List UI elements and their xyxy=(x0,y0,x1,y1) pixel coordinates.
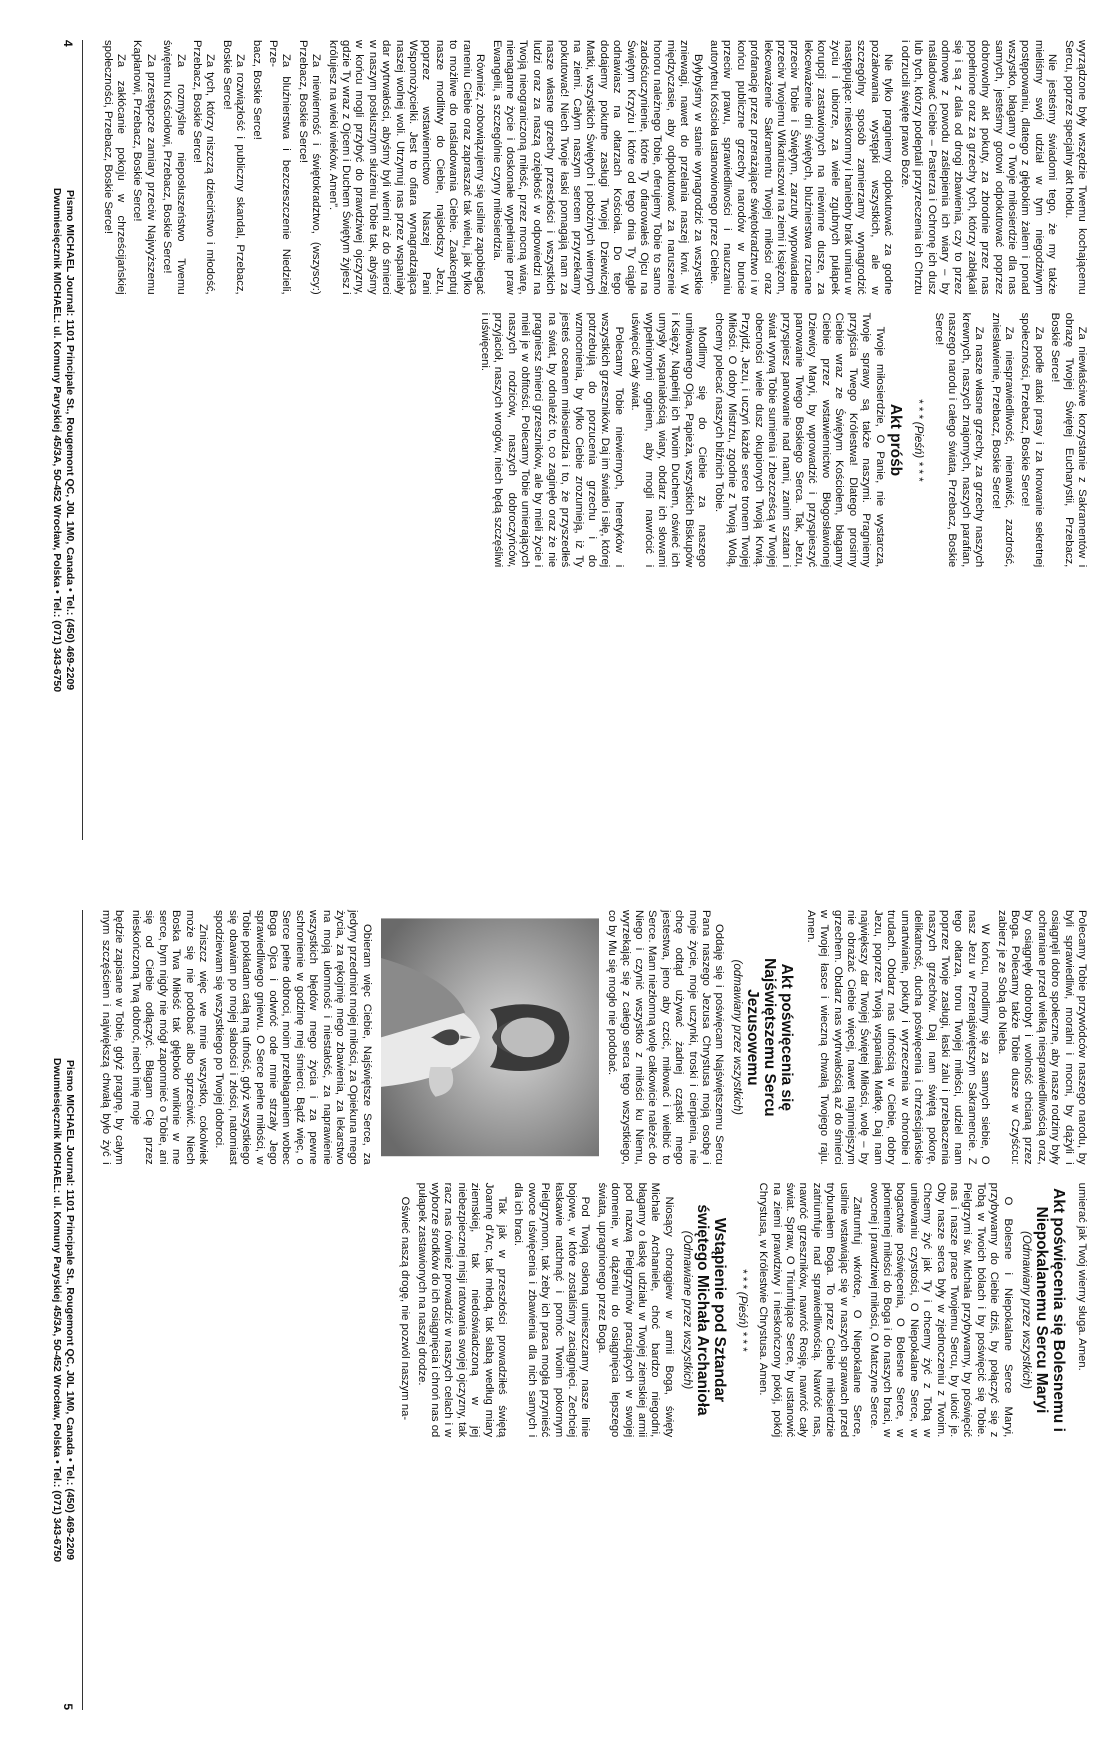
paragraph: będzie zapisane w Tobie, gdyż pragnę, by całym mym szczęściem i największą chwałą było żyć i umierać jak Twój wierny sługa. Amen. xyxy=(100,910,1088,1371)
section-title-immaculate-heart: Akt poświęcenia się Bolesnemu i Niepokalanemu Sercu Maryi xyxy=(1032,1188,1067,1432)
paragraph: Polecamy Tobie niewiernych, heretyków i wszystkich grzeszników. Daj im światło i siłę, której potrzebują do porzucenia grzechu i do wzmocnienia, by tylko Ciebie zrozumieją, iż Ty jesteś oceanem miłosierdzia i to, że przyszedłeś na świat, by odnaleźć to, co zaginęło oraz że nie pragniesz śmierci grzeszników, ale by mieli życie i mieli je w obfitości. Polecamy Tobie umierających naszych rodziców, naszych dobroczyńców, przyjaciół, naszych wrogów, niech będą szczęśliwi i uświęceni. xyxy=(478,312,625,568)
paragraph: Twoje miłosierdzie, O Panie, nie wystarcza, Twoje sprawy są także naszymi. Pragniemy przyjścia Twego Królestwa! Dlatego prosimy Ciebie wraz ze Świętym Kościołem, błagamy Ciebie przez wstawiennictwo Błogosławionej Dziewicy Maryi, by wprowadzić i przyspieszyć panowanie Twego Boskiego Serca. Tak, Jezu, przyspiesz panowanie nad nami, zanim szatan i świat wyrwą Tobie sumienia i zbezcześcą w Twojej obecności wiele dusz okupionych Twoją Krwią. Przyjdź, Jezu, i uczyń każde serce tronem Twojej Miłości. O dobry Mistrzu, zgodnie z Twoją Wolą, chcemy polecać naszych bliźnich Tobie. xyxy=(712,312,886,568)
footer-line-2: Dwumiesięcznik MICHAEL: ul. Komuny Paryskiej 45/3A, 50-452 Wrocław, Polska • Tel.: (071) 343-6750 xyxy=(51,187,63,693)
paragraph: Za rozmyślne nieposłuszeństwo Twemu świętemu Kościołowi, Przebacz, Boskie Serce! xyxy=(161,40,187,295)
sacred-heart-image xyxy=(381,910,599,1165)
paragraph: Za podłe ataki prasy i za knowanie sekretnej społeczności, Przebacz, Boskie Serce! xyxy=(1019,312,1045,568)
section-subtitle: (odmawiany przez wszystkich) xyxy=(731,959,744,1115)
page-footer xyxy=(40,40,83,840)
paragraph: Nie jesteśmy świadomi tego, że my także mieliśmy swój udział w tym niegodziwym postępowaniu, dlatego z głębokim żalem i ponad wszystko, błagamy o Twoje miłosierdzie dla nas samych, jesteśmy gotowi odpokutować poprzez dobrowolny akt pokuty, za zbrodnie przez nas popełnione oraz za grzechy tych, którzy zabłąkali się i są z dala od drogi zbawienia, czy to przez odmowę z powodu zaślepienia ich wiary – by naśladować Ciebie – Pasterza i Ochronę ich dusz lub tych, którzy podeptali przyrzeczenia ich Chrztu i odrzucili święte prawo Boże. xyxy=(898,40,1059,295)
footer-line-1: Pismo MICHAEL Journal: 1101 Principale St., Rougemont QC, J0L 1M0, Canada • Tel.: (450) 469-2209 xyxy=(64,189,76,691)
paragraph: Obieram więc Ciebie, Najświętsze Serce, za jedyny przedmiot mojej miłości, za Opiekuna mego życia, za rękojmię mego zbawienia, za lekarstwo na moją ułomność i niestałość, za naprawienie wszystkich błędów mego życia i za pewne schronienie w godzinę mej śmierci. Bądź więc, o Serce pełne dobroci, moim przebłaganiem wobec Boga Ojca i odwróć ode mnie strzały Jego sprawiedliwego gniewu. O Serce pełne miłości, w Tobie pokładam całą mą ufność, gdyż wszystkiego się obawiam po mojej słabości i złości, natomiast spodziewam się wszystkiego po Twojej dobroci. xyxy=(213,910,373,1165)
paragraph: wyrządzone były wszędzie Twemu kochającemu Sercu, poprzez specjalny akt hołdu. xyxy=(1062,40,1088,295)
paragraph: Pod Twoją osłoną umieszczamy nasze linie bojowe, w które zostaliśmy zaciągnięci. Zechciej łaskawie natchnąć i pomóc Twoim pokornym Pielgrzymom, tak żeby ich praca mogła przynieść owoce uświęcenia i zbawienia dla nich samych i dla ich braci. xyxy=(512,1182,592,1438)
paragraph: Polecamy Tobie przywódców naszego narodu, by byli sprawiedliwi, moralni i mocni, by dążyli i osiągnęli dobro społeczne, aby nasze rodziny były ochraniane przed wielką niesprawiedliwością oraz, by osiągnęły dobrobyt i wolność chcianą przez Boga. Polecamy także Tobie dusze w Czyśćcu: zabierz je ze Sobą do Nieba. xyxy=(995,910,1088,1165)
page-footer xyxy=(40,910,83,1710)
paragraph: Niosący chorągiew w armii Boga, święty Michale Archaniele, choć bardzo niegodni, błagamy o łaskę udziału w Twojej ziemskiej armii pod nazwą Pielgrzymów pracujących w swojej domenie, w dążeniu do osiągnięcia lepszego świata, upragnionego przez Boga. xyxy=(595,1182,675,1438)
paragraph: Również, zobowiązujemy się usilnie zapobiegać raneniu Ciebie oraz zapraszać tak wielu, jak tylko to możliwe do naśladowania Ciebie. Zaakceptuj nasze modlitwy do Ciebie, najsłodszy Jezu, poprzez wstawiennictwo Naszej Pani Wspomożycielki. Jest to ofiara wynagradzająca naszej wolnej woli. Utrzymuj nas przez wspaniały dar wytrwałości, abyśmy byli wierni aż do śmierci w naszym posłusznym służeniu Tobie tak, abyśmy w końcu mogli przybyć do prawdziwej ojczyzny, gdzie Ty wraz z Ojcem i Duchem Świętym żyjesz i królujesz na wieki wieków. Amen”. xyxy=(326,40,487,295)
paragraph: Za nasze własne grzechy, za grzechy naszych krewnych, naszych znajomych, naszych parafian, naszego narodu i całego świata, Przebacz, Boskie Serce! xyxy=(932,312,986,568)
footer-line-2: Dwumiesięcznik MICHAEL: ul. Komuny Paryskiej 45/3A, 50-452 Wrocław, Polska • Tel.: (071) 343-6750 xyxy=(51,1057,63,1563)
paragraph: Za niewierność i świętokradztwo, (wszyscy:) Przebacz, Boskie Serce! xyxy=(296,40,323,295)
paragraph: Oświeć naszą drogę, nie pozwól naszym na- xyxy=(399,1196,412,1421)
paragraph: Zniszcz więc we mnie wszystko, cokolwiek może się nie podobać albo sprzeciwić. Niech Boska Twa Miłość tak głęboko wniknie w me serce, bym nigdy nie mógł zapomnieć o Tobie, ani się od Ciebie odłączyć. Błagam Cię przez nieskończoną Twą dobroć, niech imię moje xyxy=(129,910,209,1165)
page-4 xyxy=(28,30,1098,850)
section-title-akt-prosb: Akt próśb xyxy=(886,403,904,477)
paragraph: Za przestępcze zamiary przeciw Najwyższemu Kapłanowi, Przebacz, Boskie Serce! xyxy=(131,40,157,295)
song-marker: * * * (Pieśń) * * * xyxy=(911,398,924,482)
paragraph: Za niewłaściwe korzystanie z Sakramentów i obrazę Twojej Świętej Eucharystii, Przebacz, Boskie Serce! xyxy=(1049,312,1088,568)
paragraph: Tak jak w przeszłości prowadziłeś świętą Joannę d'Arc, tak młodą, tak słabą według miary ziemskiej, tak niedoświadczoną w jej niebezpiecznej misji ratowania swojej ojczyzny, tak racz nas również prowadzić w naszych celach i w wyborze środków do ich osiągnięcia i chroń nas od pułapek zastawionych na naszej drodze. xyxy=(415,1182,508,1438)
page-5-columns xyxy=(98,910,1088,1710)
section-subtitle: (Odmawiany przez wszystkich) xyxy=(1019,1231,1032,1389)
paragraph: Oddaję się i poświęcam Najświętszemu Sercu Pana naszego Jezusa Chrystusa moją osobę i moje życie, moje uczynki, troski i cierpienia, nie chcę odtąd używać żadnej cząstki mego jestestwa, jeno aby czcić, miłować i wielbić to Serce. Mam niezłomną wolę całkowicie należeć do Niego i czynić wszystko z miłości ku Niemu, wyrzekając się z całego serca tego wszystkiego, co by Mu się mogło nie podobać. xyxy=(606,910,726,1165)
paragraph: O Bolesne i Niepokalane Serce Maryi, przybywamy do Ciebie dziś, by połączyć się z Tobą w Twoich bólach i by poświęcić się Tobie. Pielgrzymi św. Michała przybywamy, by poświęcić nas i nasze prace Twojemu Sercu, by ukoić je. Oby nasze serca były w zjednoczeniu z Twoim. Chcemy żyć jak Ty i chcemy żyć z Tobą w umiłowaniu czystości, O Niepokalane Serce, w bogactwie poświęcenia, O Bolesne Serce, w płomiennej miłości do Boga i do naszych braci, w owocnej i prawdziwej miłości, O Matczyne Serce. xyxy=(867,1182,1014,1438)
paragraph: Za bluźnierstwa i bezczeszczenie Niedzieli, Prze- xyxy=(267,40,293,295)
paragraph: Za rozwiązłość i publiczny skandal, Przebacz, Boskie Serce! xyxy=(220,40,247,295)
footer-line-1: Pismo MICHAEL Journal: 1101 Principale St., Rougemont QC, J0L 1M0, Canada • Tel.: (450) 469-2209 xyxy=(64,1059,76,1561)
page-number: 5 xyxy=(61,1703,75,1710)
paragraph: Byłybyśmy w stanie wynagrodzić za wszystkie zniewagi, nawet do przelania naszej krwi. W międzyczasie, aby odpokutować za naruszenie honoru należnego Tobie, oferujemy Tobie to samo zadośćuczynienie, które Ty ofiarowałeś Ojcu na Świętym Krzyżu i które od tego dnia Ty ciągle odnawiasz na ołtarzach Kościoła. Do tego dodajemy pokutne zasługi Twojej Dziewiczej Matki, wszystkich Świętych i pobożnych wiernych na ziemi. Całym naszym sercem przyrzekamy pokutować! Niech Twoje łaski pomagają nam za nasze własne grzechy przeszłości i wszystkich ludzi oraz za naszą oziębłość w odpowiedzi na Twoją nieograniczoną miłość, przez mocną wiarę, nienaganne życie i doskonałe wypełnianie praw Ewangelii, a szczególnie czyny miłosierdzia. xyxy=(490,40,704,295)
song-marker: * * * (Pieśń) * * * xyxy=(735,1268,748,1352)
paragraph: Za niesprawiedliwość, nienawiść, zazdrość, zniesławienie, Przebacz, Boskie Serce! xyxy=(989,312,1015,568)
paragraph: bacz, Boskie Serce! xyxy=(250,40,263,140)
paragraph: Modlimy się do Ciebie za naszego umiłowanego Ojca, Papieża, wszystkich Biskupów i Księży. Napełnij ich Twoim Duchem, oświeć ich umysły wspaniałością wiary, obdarz ich słowami wypełnionymi ogniem, aby mogli nawrócić i uświęcić cały świat. xyxy=(629,312,709,568)
paragraph: Nie tylko pragniemy odpokutować za godne pożałowania występki wszystkich, ale w szczególny sposób zamierzamy wynagrodzić następujące: nieskromny i haniebny brak umiaru w życiu i ubiorze, za wiele zgubnych pułapek korupcji zastawionych na niewinne dusze, za lekceważenie dni świętych, bluźnierstwa rzucane przeciw Tobie i Świętym, zarzuty wypowiadane przeciw Twojemu Wikariuszowi na ziemi i księżom, lekceważenie Sakramentu Twojej miłości oraz profanację przez przerażające świętokradztwo i w końcu publiczne grzechy narodów w buncie przeciw prawu, sprawiedliwości i nauczaniu autorytetu Kościoła ustanowionego przez Ciebie. xyxy=(708,40,895,295)
page-4-columns xyxy=(98,40,1088,840)
section-title-sacred-heart: Akt poświęcenia się Najświętszemu Sercu Jezusowemu xyxy=(744,958,796,1117)
paragraph: Za tych, którzy niszczą dzieciństwo i młodość, Przebacz, Boskie Serce! xyxy=(191,40,217,295)
paragraph: Za zakłócanie pokoju w chrześcijańskiej społeczności, Przebacz, Boskie Serce! xyxy=(101,40,127,295)
page-5 xyxy=(28,900,1098,1720)
page-number: 4 xyxy=(61,40,75,47)
section-subtitle: (Odmawiane przez wszystkich) xyxy=(680,1230,693,1390)
paragraph: W końcu, modlimy się za samych siebie, O nasz Jezu w Przenajświętszym Sakramencie. Z tego ołtarza, tronu Twojej miłości, udziel nam poprzez Twoje zasługi, łaski żalu i przebaczenia naszych grzechów. Daj nam świętą pokorę, delikatność, ducha poświęcenia i chrześcijańskie umartwianie, pokuty i wyrzeczenia w chorobie i trudach. Obdarz nas ufnością w Ciebie, dobry Jezu, poprzez Twoją wspaniałą Matkę. Daj nam największy dar Twojej Świętej Miłości, wolę – by nie obrażać Ciebie więcej, nawet najmniejszym grzechem. Obdarz nas wytrwałością aż do śmierci w Twojej łasce i wieczną chwałą Twojego raju. Amen. xyxy=(804,910,992,1165)
section-title-st-michael: Wstąpienie pod Sztandar świętego Michała Archanioła xyxy=(693,1204,728,1416)
paragraph: Zatrumfuj wkrótce, O Niepokalane Serce, usilnie wstawiając się w naszych sprawach przed trybunałem Boga. To przez Ciebie miłosierdzie zatriumfuje nad sprawiedliwością. Nawróć nas, nawróć grzeszników, nawróć Rosję, nawróć cały świat. Spraw, O Triumfujące Serce, by ustanowić na ziemi prawdziwy i nieskończony pokój, pokój Chrystusa, w Królestwie Chrystusa. Amen. xyxy=(757,1182,864,1438)
